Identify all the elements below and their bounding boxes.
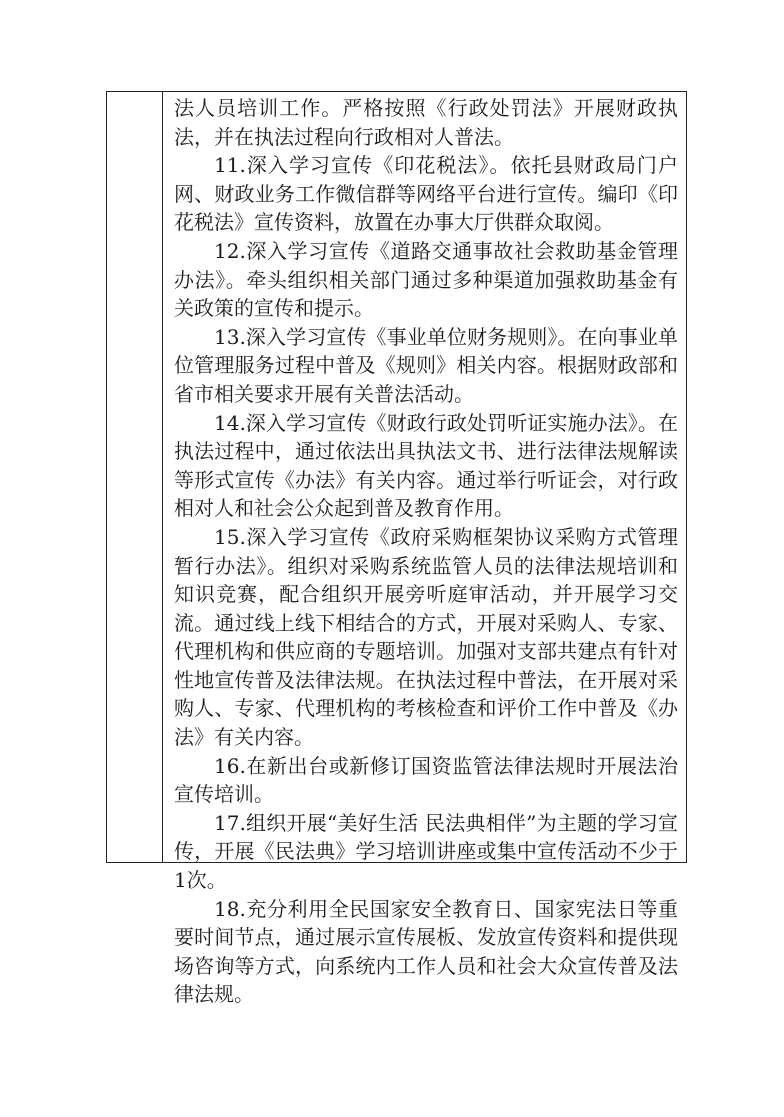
column-divider bbox=[162, 92, 163, 862]
paragraph-item-16: 16.在新出台或新修订国资监管法律法规时开展法治宣传培训。 bbox=[174, 753, 678, 807]
table-content-cell bbox=[174, 94, 678, 1009]
paragraph-item-15: 15.深入学习宣传《政府采购框架协议采购方式管理暂行办法》。组织对采购系统监管人员的法律法规培训和知识竞赛，配合组织开展旁听庭审活动，并开展学习交流。通过线上线下相结合的方式，开展对采购人、专家、代理机构和供应商的专题培训。加强对支部共建点有针对性地宣传普及法律法规。在执法过程中普法，在开展对采购人、专家、代理机构的考核检查和评价工作中普及《办法》有关内容。 bbox=[174, 524, 678, 750]
paragraph-item-13: 13.深入学习宣传《事业单位财务规则》。在向事业单位管理服务过程中普及《规则》相关内容。根据财政部和省市相关要求开展有关普法活动。 bbox=[174, 324, 678, 406]
paragraph-item-11: 11.深入学习宣传《印花税法》。依托县财政局门户网、财政业务工作微信群等网络平台进行宣传。编印《印花税法》宣传资料，放置在办事大厅供群众取阅。 bbox=[174, 153, 678, 235]
paragraph-continuation: 法人员培训工作。严格按照《行政处罚法》开展财政执法，并在执法过程向行政相对人普法。 bbox=[174, 96, 678, 149]
paragraph-item-17: 17.组织开展“美好生活 民法典相伴”为主题的学习宣传，开展《民法典》学习培训讲座或集中宣传活动不少于1次。 bbox=[174, 810, 678, 893]
paragraph-item-14: 14.深入学习宣传《财政行政处罚听证实施办法》。在执法过程中，通过依法出具执法文书、进行法律法规解读等形式宣传《办法》有关内容。通过举行听证会，对行政相对人和社会公众起到普及教育作用。 bbox=[174, 410, 678, 521]
content-table bbox=[106, 91, 687, 1007]
paragraph-item-12: 12.深入学习宣传《道路交通事故社会救助基金管理办法》。牵头组织相关部门通过多种渠道加强救助基金有关政策的宣传和提示。 bbox=[174, 238, 678, 321]
paragraph-item-18: 18.充分利用全民国家安全教育日、国家宪法日等重要时间节点，通过展示宣传展板、发放宣传资料和提供现场咨询等方式，向系统内工作人员和社会大众宣传普及法律法规。 bbox=[174, 896, 678, 1007]
